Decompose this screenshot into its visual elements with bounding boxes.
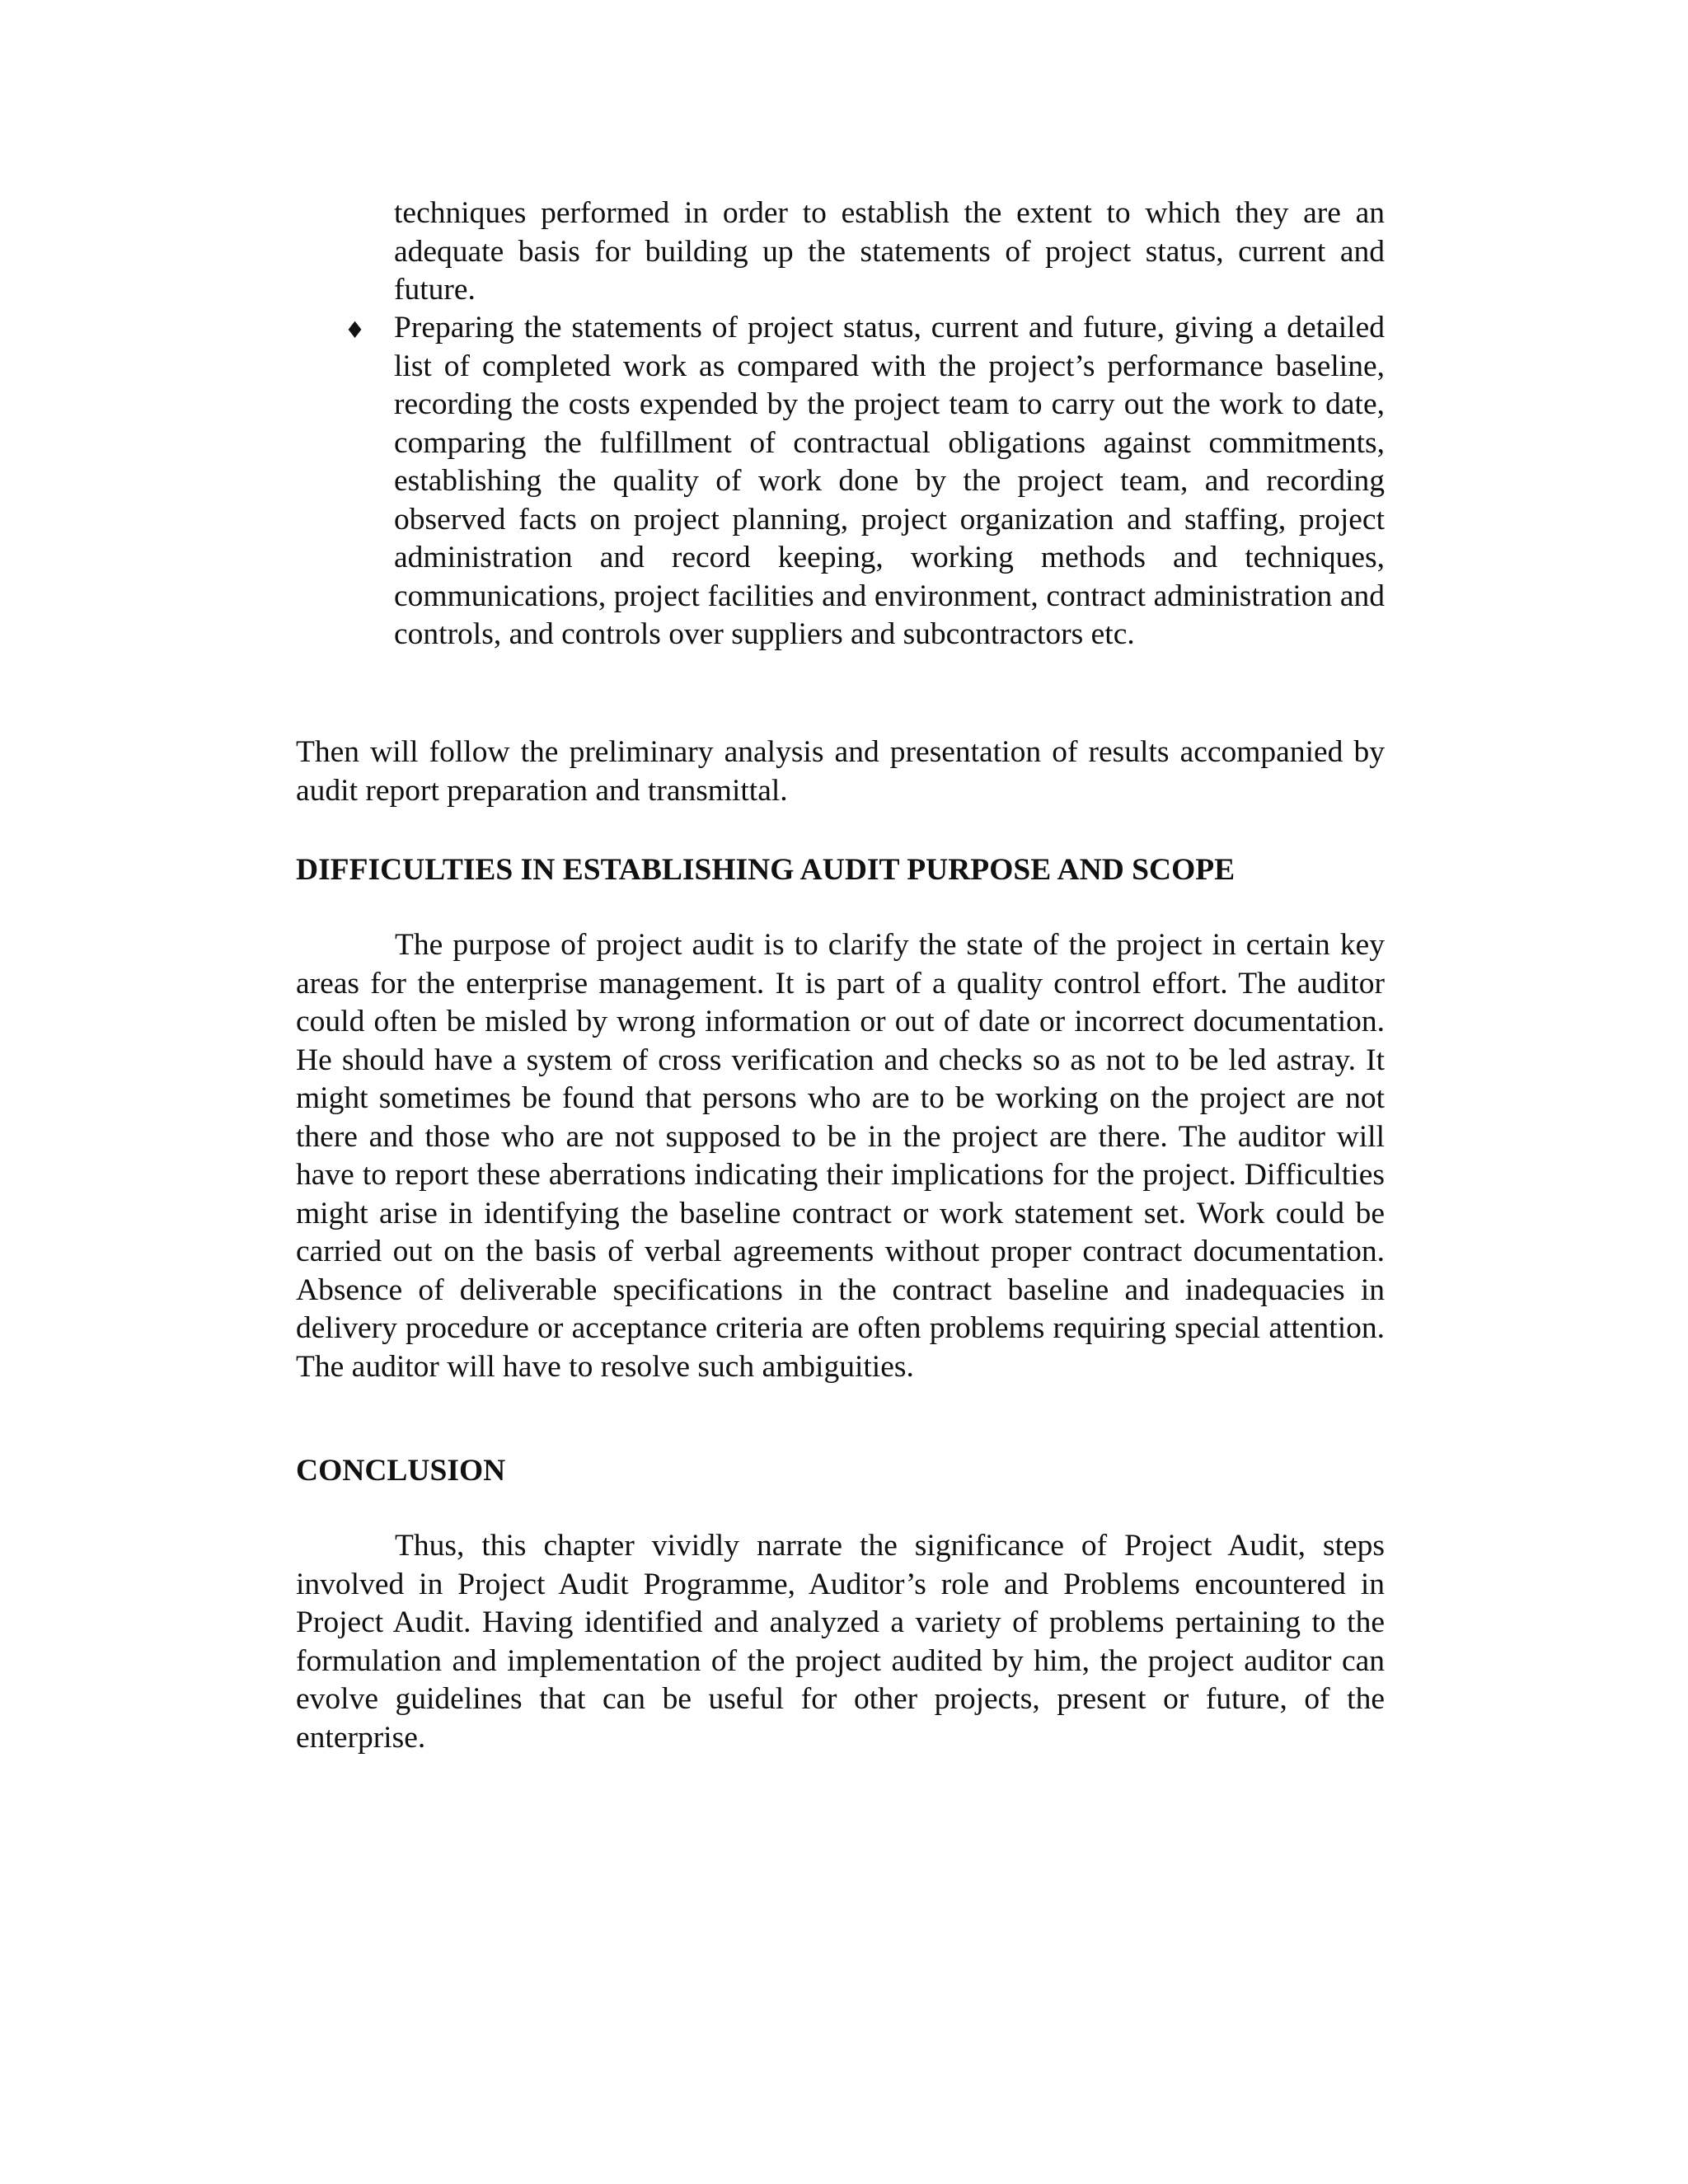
bullet-continuation-text: techniques performed in order to establish the extent to which they are an adequate basis for building up the statements of project status, current and future. <box>394 196 1385 307</box>
bullet-item-text: Preparing the statements of project status, current and future, giving a detailed list of completed work as compared with the project’s performance baseline, recording the costs expended by the project team to carry out the work to date, comparing the fulfillment of contractual obligations against commitments, establishing the quality of work done by the project team, and recording observed facts on project planning, project organization and staffing, project administration and record keeping, working methods and techniques, communications, project facilities and environment, contract administration and controls, and controls over suppliers and subcontractors etc. <box>394 311 1385 651</box>
paragraph-conclusion: Thus, this chapter vividly narrate the significance of Project Audit, steps involved in Project Audit Programme, Auditor’s role and Problems encountered in Project Audit. Having identified and analyzed a variety of problems pertaining to the formulation and implementation of the project audited by him, the project auditor can evolve guidelines that can be useful for other projects, present or future, of the enterprise. <box>296 1529 1385 1755</box>
section-heading-conclusion: CONCLUSION <box>296 1454 506 1488</box>
paragraph-then: Then will follow the preliminary analysis and presentation of results accompanied by audit report preparation and transmittal. <box>296 735 1385 808</box>
section-heading-difficulties: DIFFICULTIES IN ESTABLISHING AUDIT PURPOSE AND SCOPE <box>296 853 1236 887</box>
paragraph-difficulties: The purpose of project audit is to clarify the state of the project in certain key areas for the enterprise management. It is part of a quality control effort. The auditor could often be misled by wrong information or out of date or incorrect documentation. He should have a system of cross verification and checks so as not to be led astray. It might sometimes be found that persons who are to be working on the project are not there and those who are not supposed to be in the project are there. The auditor will have to report these aberrations indicating their implications for the project. Difficulties might arise in identifying the baseline contract or work statement set. Work could be carried out on the basis of verbal agreements without proper contract documentation. Absence of deliverable specifications in the contract baseline and inadequacies in delivery procedure or acceptance criteria are often problems requiring special attention. The auditor will have to resolve such ambiguities. <box>296 928 1385 1384</box>
diamond-bullet-icon: ♦ <box>345 316 366 344</box>
